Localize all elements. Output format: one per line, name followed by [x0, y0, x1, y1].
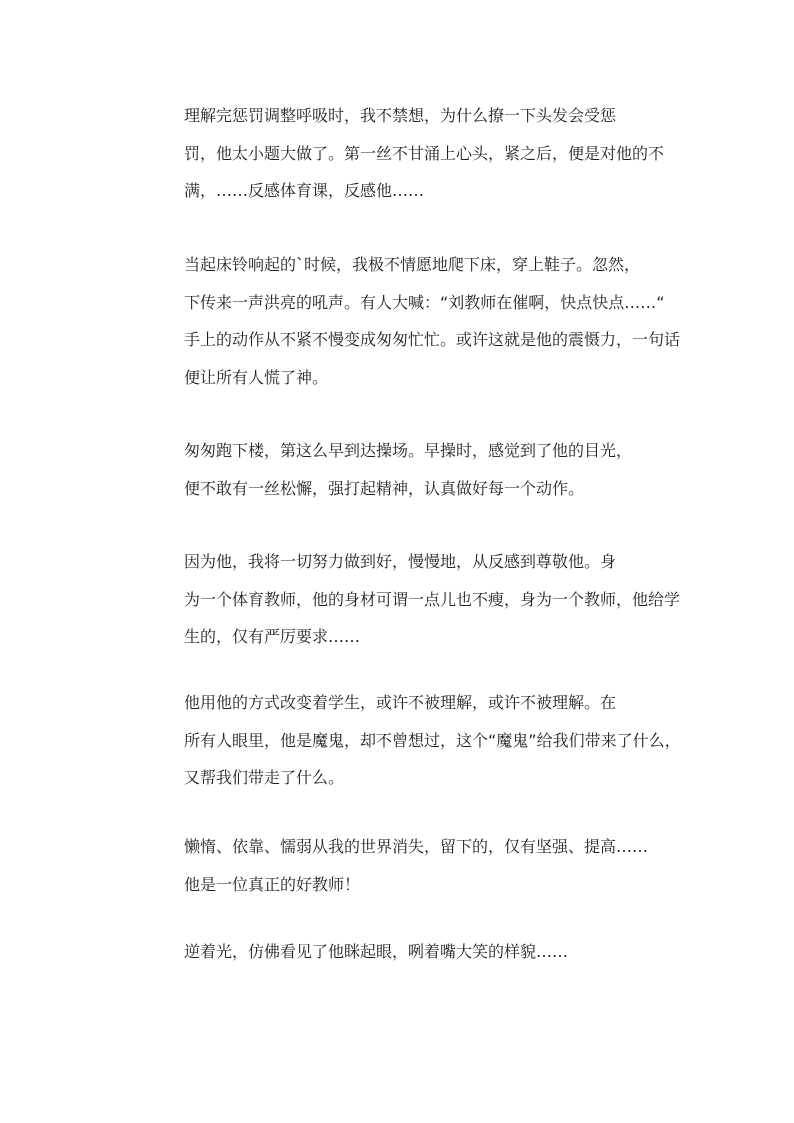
text-line: 下传来一声洪亮的吼声。有人大喊：“刘教师在催啊，快点快点……“	[184, 292, 665, 312]
text-line: 懒惰、依靠、懦弱从我的世界消失，留下的，仅有坚强、提高……	[184, 837, 649, 856]
paragraph	[120, 432, 680, 507]
text-line: 为一个体育教师，他的身材可谓一点儿也不瘦，身为一个教师，他给学	[184, 589, 681, 609]
paragraph	[120, 684, 680, 797]
text-line: 便让所有人慌了神。	[184, 367, 329, 387]
text-line: 手上的动作从不紧不慢变成匆匆忙忙。或许这就是他的震慑力，一句话	[184, 330, 681, 349]
text-line: 便不敢有一丝松懈，强打起精神，认真做好每一个动作。	[184, 478, 585, 498]
text-line: 逆着光，仿佛看见了他眯起眼，咧着嘴大笑的样貌……	[184, 942, 569, 961]
text-line: 满，……反感体育课，反感他……	[184, 181, 425, 200]
paragraph	[120, 828, 680, 903]
text-line: 生的，仅有严厉要求……	[184, 627, 361, 646]
text-line: 他用他的方式改变着学生，或许不被理解，或许不被理解。在	[184, 693, 617, 712]
text-line: 所有人眼里，他是魔鬼，却不曾想过，这个“魔鬼”给我们带来了什么，	[184, 730, 681, 750]
paragraph	[120, 933, 680, 971]
text-line: 罚，他太小题大做了。第一丝不甘涌上心头，紧之后，便是对他的不	[184, 143, 665, 163]
text-line: 因为他，我将一切努力做到好，慢慢地，从反感到尊敬他。身	[184, 552, 617, 571]
text-line: 匆匆跑下楼，第这么早到达操场。早操时，感觉到了他的目光，	[184, 441, 633, 460]
paragraph	[120, 97, 680, 210]
text-line: 当起床铃响起的`时候，我极不情愿地爬下床，穿上鞋子。忽然，	[184, 255, 641, 274]
text-line: 又帮我们带走了什么。	[184, 768, 345, 787]
paragraph	[120, 246, 680, 396]
text-line: 他是一位真正的好教师！	[184, 874, 361, 894]
paragraph	[120, 543, 680, 656]
text-line: 理解完惩罚调整呼吸时，我不禁想，为什么撩一下头发会受惩	[184, 106, 617, 125]
